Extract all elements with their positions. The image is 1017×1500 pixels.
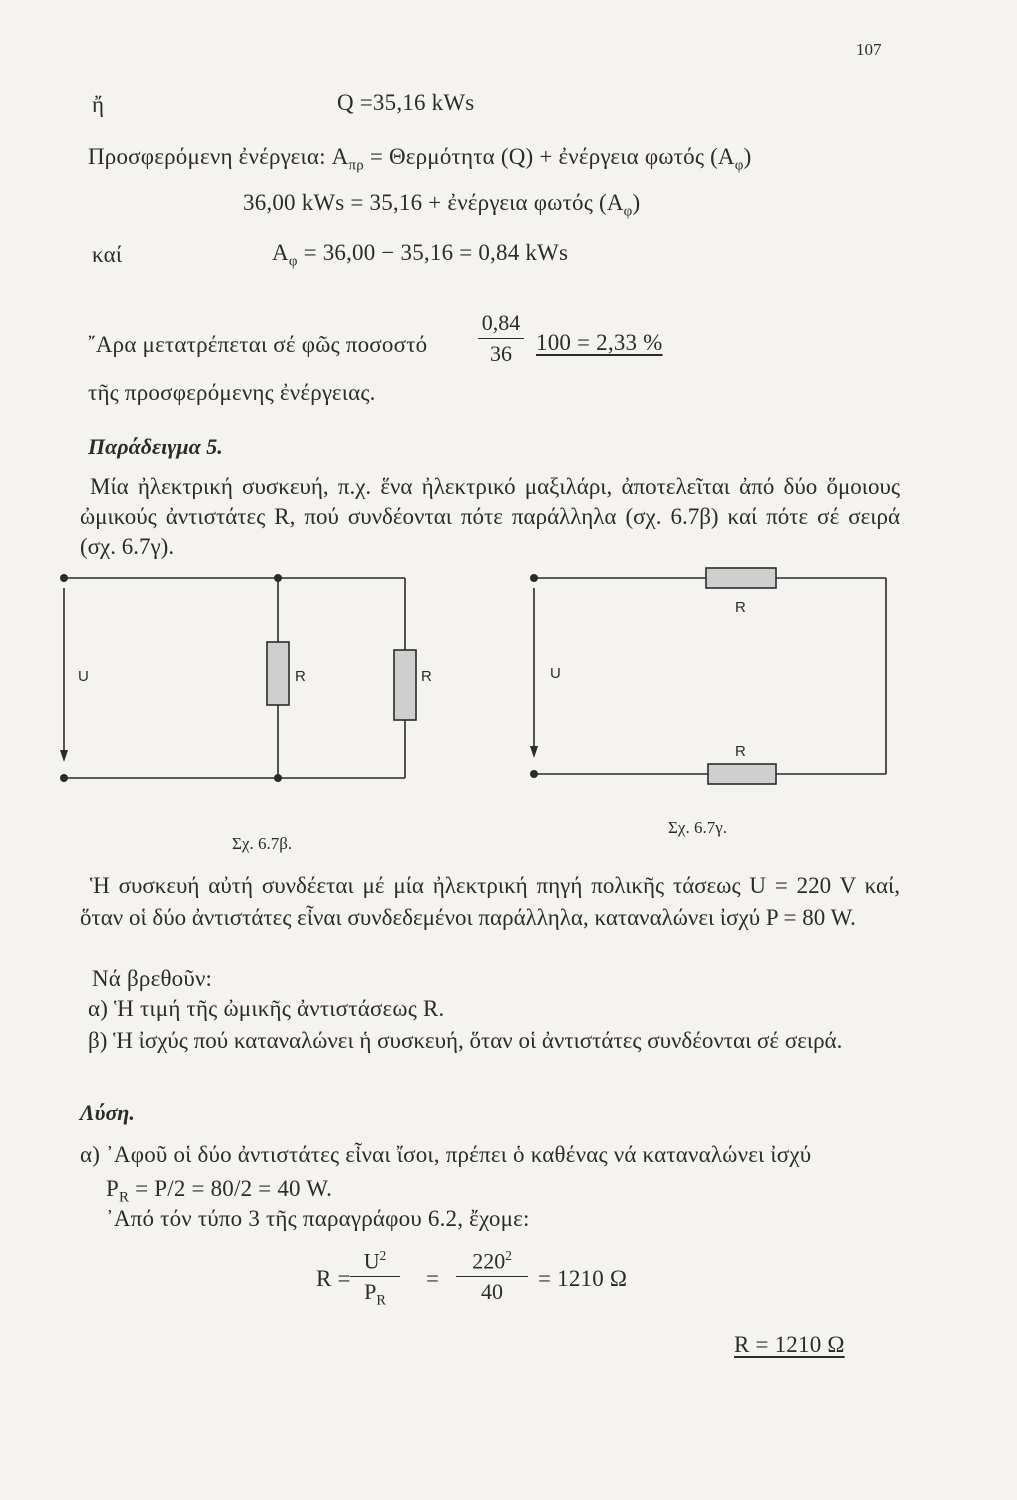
and-word: καί — [92, 242, 123, 267]
f1-den — [350, 1279, 400, 1309]
figure-parallel-caption: Σχ. 6.7β. — [232, 834, 293, 853]
light-energy-equation — [272, 240, 568, 271]
question-a: α) Ἡ τιμή τῆς ὠμικῆς ἀντιστάσεως R. — [88, 996, 445, 1021]
f2-sup: 2 — [505, 1248, 512, 1263]
energy-line-2-text: 36,00 kWs = 35,16 + ἐνέργεια φωτός (A — [243, 190, 624, 215]
percent-frac-den: 36 — [490, 341, 512, 366]
light-a: A — [272, 240, 289, 265]
heat-equation: Q =35,16 kWs — [337, 90, 475, 115]
solution-a-line2 — [106, 1176, 332, 1207]
figure-series — [520, 560, 900, 800]
or-word: ἤ — [92, 92, 105, 117]
solution-a-line1: α) ᾿Αφοῦ οἱ δύο ἀντιστάτες εἶναι ἴσοι, πρέπει ὁ καθένας νά καταναλώνει ἰσχύ — [80, 1142, 812, 1167]
resistor-top-label: R — [735, 599, 746, 616]
power-sub: R — [119, 1189, 130, 1206]
resistor-top — [706, 568, 776, 588]
fraction-bar — [478, 338, 524, 339]
close-paren: ) — [743, 144, 752, 169]
offered-rest: = Θερμότητα (Q) + ἐνέργεια φωτός (A — [363, 144, 735, 169]
percent-result-text: 100 = 2,33 % — [536, 330, 663, 355]
f2-den: 40 — [481, 1279, 503, 1305]
light-rest: = 36,00 − 35,16 = 0,84 kWs — [297, 240, 569, 265]
fraction-220-40 — [456, 1248, 528, 1305]
question-b: β) Ἡ ἰσχύς πού καταναλώνει ἡ συσκευή, ὅταν οἱ ἀντιστάτες συνδέονται σέ σειρά. — [88, 1028, 843, 1053]
voltage-label: U — [78, 668, 89, 685]
phi-sub: φ — [734, 157, 744, 174]
equals-2: = — [426, 1266, 440, 1291]
resistor-1-label: R — [295, 668, 306, 685]
find-label: Νά βρεθοῦν: — [92, 966, 213, 991]
f2-220: 220 — [472, 1248, 506, 1274]
percent-text: ῎Αρα μετατρέπεται σέ φῶς ποσοστό — [88, 332, 428, 357]
percent-fraction — [478, 310, 524, 367]
percent-frac-num: 0,84 — [481, 310, 521, 335]
series-voltage-label: U — [550, 665, 561, 682]
fraction-u2-pr — [350, 1248, 400, 1310]
offered-energy-text: τῆς προσφερόμενης ἐνέργειας. — [88, 380, 376, 405]
power-rest: = P/2 = 80/2 = 40 W. — [129, 1176, 333, 1201]
f2-bar — [456, 1276, 528, 1277]
f1-num — [350, 1248, 400, 1274]
phi-sub-2: φ — [623, 203, 633, 220]
close-paren-2: ) — [632, 190, 641, 215]
offered-energy-equation — [88, 144, 751, 175]
phi-sub-3: φ — [288, 253, 298, 270]
resistor-2-label: R — [421, 668, 432, 685]
f2-num — [456, 1248, 528, 1274]
r-equals: R = — [316, 1266, 351, 1291]
resistor-2 — [394, 650, 416, 720]
page-number: 107 — [856, 40, 882, 59]
figure-parallel — [50, 560, 430, 800]
solution-title: Λύση. — [80, 1100, 135, 1125]
percent-result — [536, 330, 663, 356]
offered-sub: πρ — [348, 157, 364, 174]
energy-line-2 — [243, 190, 640, 221]
f1-u: U — [363, 1248, 380, 1274]
problem-statement: Ἡ συσκευή αὐτή συνδέεται μέ μία ἠλεκτρική πηγή πολικῆς τάσεως U = 220 V καί, ὅταν οἱ δύο ἀντιστάτες εἶναι συνδεδεμένοι παράλληλα, καταναλώνει ἰσχύ P = 80 W. — [80, 873, 900, 930]
figure-series-caption: Σχ. 6.7γ. — [668, 818, 727, 837]
final-result-text: R = 1210 Ω — [734, 1332, 845, 1357]
f1-p: P — [364, 1279, 377, 1305]
power-p: P — [106, 1176, 119, 1201]
f1-bar — [350, 1276, 400, 1277]
example-title: Παράδειγμα 5. — [88, 434, 223, 459]
f1-den-sub: R — [376, 1292, 386, 1309]
resistor-bottom — [708, 764, 776, 784]
equals-result: = 1210 Ω — [538, 1266, 628, 1291]
f1-sup: 2 — [379, 1248, 387, 1263]
resistor-bottom-label: R — [735, 743, 746, 760]
offered-label: Προσφερόμενη ἐνέργεια: A — [88, 144, 349, 169]
final-result — [734, 1332, 845, 1358]
solution-a-line3: ᾿Από τόν τύπο 3 τῆς παραγράφου 6.2, ἔχομε: — [106, 1206, 530, 1231]
resistor-1 — [267, 642, 289, 705]
example-intro: Μία ἠλεκτρική συσκευή, π.χ. ἕνα ἠλεκτρικό μαξιλάρι, ἀποτελεῖται ἀπό δύο ὅμοιους ὠμικούς ἀντιστάτες R, πού συνδέονται πότε παράλληλα (σχ. 6.7β) καί πότε σέ σειρά (σχ. 6.7γ). — [80, 474, 900, 559]
